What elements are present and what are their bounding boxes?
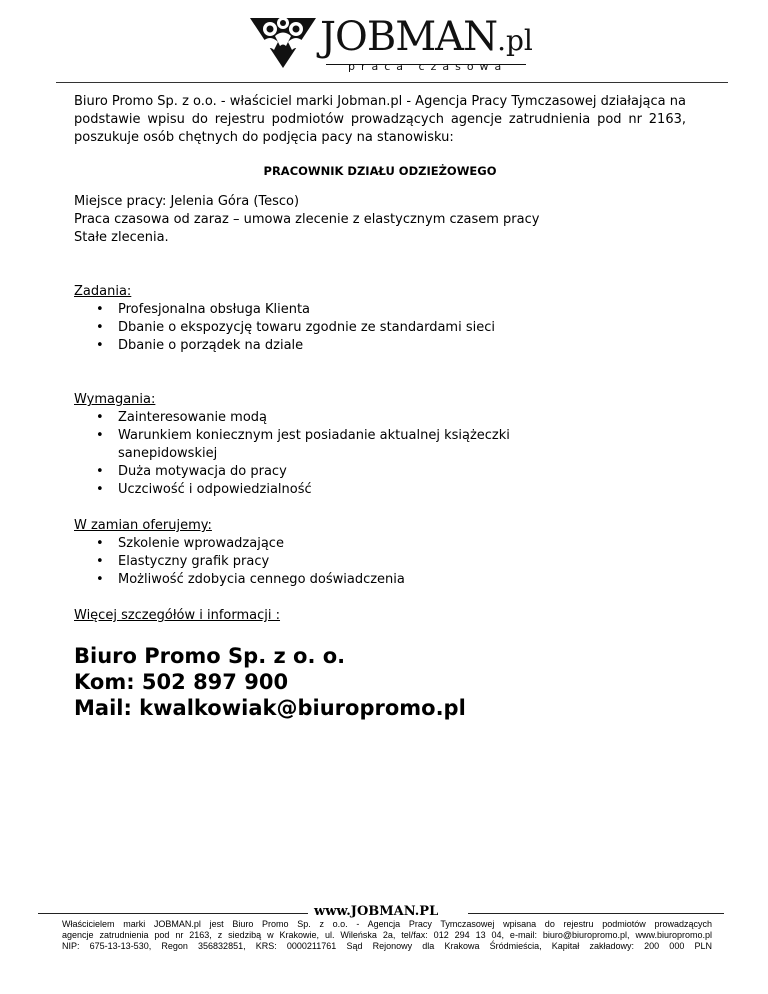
- detail-contract: Praca czasowa od zaraz – umowa zlecenie z elastycznym czasem pracy: [74, 212, 540, 227]
- requirements-section: [74, 391, 686, 499]
- tasks-list: [74, 301, 686, 355]
- logo-tagline: praca czasowa: [348, 60, 508, 73]
- bullet-icon: •: [96, 572, 104, 587]
- bullet-icon: •: [96, 554, 104, 569]
- footer-line: agencje zatrudnienia pod nr 2163, z siedzibą w Krakowie, ul. Wileńska 2a, tel/fax: 012 294 13 04, e-mail: biuro@biuropromo.pl, www.biuropromo.pl: [62, 930, 712, 940]
- header-divider: [56, 82, 728, 83]
- footer-line: NIP: 675-13-13-530, Regon 356832851, KRS: 0000211761 Sąd Rejonowy dla Krakowa Śródmieścia, Kapitał zakładowy: 200 000 PLN: [62, 941, 712, 951]
- logo-wordmark: JOBMAN.pl: [320, 14, 533, 60]
- contact-company: Biuro Promo Sp. z o. o.: [74, 644, 346, 668]
- footer-line: Właścicielem marki JOBMAN.pl jest Biuro Promo Sp. z o.o. - Agencja Pracy Tymczasowej wpisana do rejestru podmiotów prowadzących: [62, 919, 712, 929]
- list-item: • Zainteresowanie modą: [96, 410, 268, 425]
- offer-section: [74, 517, 686, 589]
- list-item: • Dbanie o porządek na dziale: [96, 338, 304, 353]
- offer-list: [74, 535, 686, 589]
- bullet-icon: •: [96, 338, 104, 353]
- bullet-icon: •: [96, 536, 104, 551]
- detail-location: Miejsce pracy: Jelenia Góra (Tesco): [74, 194, 300, 209]
- tasks-section: [74, 283, 686, 355]
- contact-email: Mail: kwalkowiak@biuropromo.pl: [74, 696, 466, 720]
- bullet-icon: •: [96, 482, 104, 497]
- footer-divider-left: [38, 913, 308, 914]
- bullet-icon: •: [96, 320, 104, 335]
- list-item: • Uczciwość i odpowiedzialność: [96, 482, 312, 497]
- list-item: • Dbanie o ekspozycję towaru zgodnie ze standardami sieci: [96, 320, 495, 335]
- intro-paragraph: Biuro Promo Sp. z o.o. - właściciel marki Jobman.pl - Agencja Pracy Tymczasowej działająca na podstawie wpisu do rejestru podmiotów prowadzących agencje zatrudnienia pod nr 2163, poszukuje osób chętnych do podjęcia pacy na stanowisku:: [74, 94, 686, 145]
- footer-divider-right: [468, 913, 724, 914]
- job-details: [74, 193, 686, 247]
- footer-legal-text: [62, 919, 712, 952]
- more-info-heading: Więcej szczegółów i informacji :: [74, 608, 281, 623]
- people-emblem-icon: [248, 12, 318, 70]
- detail-permanent: Stałe zlecenia.: [74, 230, 169, 245]
- footer-logo: www.JOBMAN.PL: [314, 904, 439, 919]
- bullet-icon: •: [96, 302, 104, 317]
- requirements-heading: Wymagania:: [74, 392, 156, 407]
- contact-phone: Kom: 502 897 900: [74, 670, 289, 694]
- bullet-icon: •: [96, 428, 104, 443]
- list-item: • Możliwość zdobycia cennego doświadczenia: [96, 572, 405, 587]
- job-offer-body: [74, 93, 686, 721]
- list-item: • Szkolenie wprowadzające: [96, 536, 284, 551]
- list-item: • Duża motywacja do pracy: [96, 464, 287, 479]
- list-item: • Warunkiem koniecznym jest posiadanie aktualnej książeczki sanepidowskiej: [96, 428, 510, 461]
- list-item: • Profesjonalna obsługa Klienta: [96, 302, 311, 317]
- footer: [0, 896, 768, 994]
- list-item: • Elastyczny grafik pracy: [96, 554, 270, 569]
- tasks-heading: Zadania:: [74, 284, 132, 299]
- requirements-list: [74, 409, 686, 499]
- contact-block: [74, 643, 686, 721]
- offer-heading: W zamian oferujemy:: [74, 518, 212, 533]
- bullet-icon: •: [96, 410, 104, 425]
- bullet-icon: •: [96, 464, 104, 479]
- jobman-logo: [248, 12, 538, 74]
- letterhead: [0, 0, 768, 84]
- job-title: PRACOWNIK DZIAŁU ODZIEŻOWEGO: [263, 164, 497, 178]
